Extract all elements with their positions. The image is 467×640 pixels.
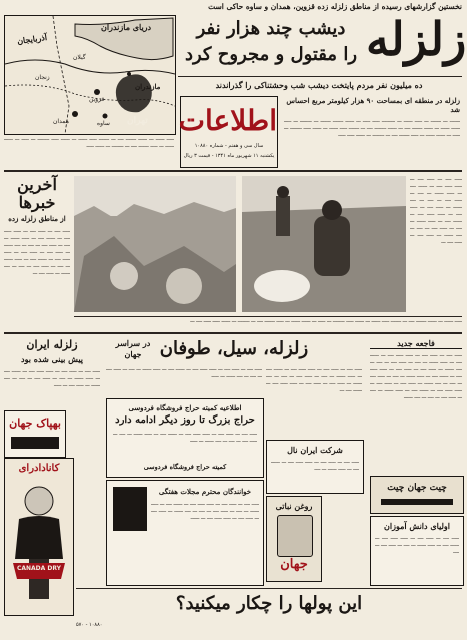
mid-headline-2: در سراسر جهان xyxy=(115,338,151,359)
map-label-tehran: تهران xyxy=(127,116,148,126)
announcement-box xyxy=(106,398,264,478)
magazine-ad-body: ـــــ ــــ ـــ ـــــ ــــ ـــ ـــــ ـــــ ــــ ـــ ــــــ ــــ ـــ ـــــ ــــــ ـــ ــــ ـــ ـــــ ــــ ـــ ــــ ـــ ــــ ــــــ ـــ ـــــ ــــ ـــ ـــــ ــــ ـــ ـــــ ـــــ ــــ ـــ ــــــ xyxy=(151,501,259,521)
students-title: اولیای دانش آموزان xyxy=(383,521,451,531)
mid-body-right: ـــــ ــــ ـــ ـــــ ــــ ـــ ـــــ ـــــ ــــ ـــ ــــــ ــــ ـــ ـــــ ــــــ ـــ ــــ ـــ ـــــ ــــ ـــ ــــ ـــ ــــ ــــــ ـــ ـــــ ــــ ـــ ـــــ ــــ ـــ ـــــ ـــــ ــــ ـــ ــــــ ــــ ـــ xyxy=(266,366,362,393)
tragedy-body: ـــــ ــــ ـــ ـــــ ــــ ـــ ـــــ ـــــ ــــ ـــ ــــــ ــــ ـــ ـــــ ــــــ ـــ ــــ ـــ ـــــ ــــ ـــ ــــ ـــ ــــ ــــــ ـــ ـــــ ــــ ـــ ـــــ ــــ ـــ ـــــ ـــــ ــــ ـــ ــــــ ــــ ـــ ـــــ ــــــ ـــ ــــ ـــ ـــــ ــــ ـــ ــــ ـــ ــــ ــــــ ـــ ـــــ ــــ ـــ ـــــ ــــ ـــ ـــــ ـــــ ــــ ـــ ــــــ ــــ ـــ ـــــ ــــــ ـــ ــــ ـــ ـــــ ــــ ـــ ــــ ـــ ــــ ــــــ xyxy=(370,352,462,400)
canada-dry-persian: کانادادرای xyxy=(18,463,60,474)
rowghan-label: روغن نباتی xyxy=(275,501,313,511)
jahan-brand-text: بهپاک جهان xyxy=(9,417,61,430)
announcement-title: اطلاعیه کمیته حراج فروشگاه فردوسی xyxy=(128,403,242,412)
iran-nal-body: ـــــ ــــ ـــ ـــــ ــــ ـــ ـــــ ـــــ ــــ ـــ ــــــ ــــ ـــ ـــــ ــــــ ـــ ــــ xyxy=(271,459,359,472)
map-label-caspian: دریای مازندران xyxy=(101,22,152,32)
mid-body-left: ـــــ ــــ ـــ ـــــ ــــ ـــ ـــــ ـــــ ــــ ـــ ــــــ ــــ ـــ ـــــ ــــــ ـــ ــــ ـــ ـــــ ــــ ـــ ــــ ـــ ــــ ــــــ ـــ ـــــ xyxy=(106,366,262,379)
jahan-brand-ad xyxy=(4,410,66,458)
quake-iran-body: ـــــ ــــ ـــ ـــــ ــــ ـــ ـــــ ـــــ ــــ ـــ ــــــ ــــ ـــ ـــــ ــــــ ـــ ــــ ـــ ـــــ ــــ ـــ ــــ ـــ ــــ ــــــ ـــ ـــــ ــــ ـــ ـــــ xyxy=(4,368,100,388)
magazine-ad xyxy=(106,480,264,586)
masthead-date: یکشنبه ۱۱ شهریور ماه ۱۳۴۱ - قیمت ۳ ریال xyxy=(183,153,275,159)
masthead-box xyxy=(180,96,278,168)
announcement-body: ـــــ ــــ ـــ ـــــ ــــ ـــ ـــــ ـــــ ــــ ـــ ــــــ ــــ ـــ ـــــ ــــــ ـــ ــــ ـــ ـــــ ــــ ـــ ــــ ـــ ــــ ــــــ ـــ ـــــ xyxy=(113,431,257,444)
earthquake-map xyxy=(4,15,176,135)
map-label-mazandaran: مازندران xyxy=(135,82,161,91)
announcement-sub: حراج بزرگ تا روز دیگر ادامه دارد xyxy=(115,415,255,426)
photo-side-text: ـــــ ــــ ـــ ـــــ ــــ ـــ ـــــ ـــــ ــــ ـــ ــــــ ــــ ـــ ـــــ ــــــ ـــ ــــ ـــ ـــــ ــــ ـــ ــــ ـــ ــــ ــــــ ـــ ـــــ ــــ ـــ ـــــ ــــ ـــ ـــــ ـــــ ــــ ـــ ــــــ ــــ ـــ ـــــ ــــــ ـــ ــــ ـــ ـــــ ــــ ـــ ــــ ـــ ــــ ــــــ ـــ ـــــ ــــ ـــ ـــــ ــــ ـــ xyxy=(410,176,462,245)
victims-photo xyxy=(242,176,406,312)
map-label-qazvin: قزوین xyxy=(89,96,105,103)
quake-iran-sub: پیش بینی شده بود xyxy=(21,354,83,364)
masthead-info: سال سی و هفتم - شماره ۱۰۸۸۰ xyxy=(194,143,264,149)
bottom-headline: این پولها را چکار میکنید؟ xyxy=(175,593,363,614)
rubble-photo-graphic xyxy=(74,176,236,312)
latest-news-title: آخرین خبرها xyxy=(17,175,57,212)
chit-title: چیت جهان چیت xyxy=(387,483,447,493)
map-caption: ـــــ ــــــ ـــ ــــــ ـــــــ ــــ ـــ ـــــــ ـــــ ــــــ ـــ ــــــ ـــــ ــــــــ ـــ ـــــ ـــ ــــــ ــــــ ـــ ـــــ ـــــــ ــــ ـــ ــــــــ ـــ ــــــ ـــــ xyxy=(4,136,174,149)
iran-nal-label: شرکت ایران نال xyxy=(287,445,343,455)
victims-photo-graphic xyxy=(242,176,406,312)
latest-news-body: ـــــ ــــ ـــ ـــــ ــــ ـــ ـــــ ـــــ ــــ ـــ ــــــ ــــ ـــ ـــــ ــــــ ـــ ــــ ـــ ـــــ ــــ ـــ ــــ ـــ ــــ ــــــ ـــ ـــــ ــــ ـــ ـــــ ــــ ـــ ـــــ ـــــ ــــ ـــ ــــــ ــــ ـــ ـــــ ــــــ ـــ ــــ ـــ ـــــ ــــ ـــ ــــ ـــ ــــ ــــــ ـــ ـــــ ــــ ـــ xyxy=(4,228,70,276)
lead-body: ـــــــ ـــ ـــــــ ـــ ـــــ ــــــ ـــ ـــــــــ ـــــ ـــــ ـــ ــــــ ـــــــ ـــــــ ـــ ــــــــ ـــ ـــــ ــــــ ــــــ ـــ ــــــ ـــــــ ــــ ـــ ــــــ ــــــــ ــــ ـــ ـــــــ ـــــ ــــــ ـــ ــــــ ـــــ ــــــــ ـــ ـــــ ـــ ــــــ ــــــ ـــ ـــــ ـــــــ ــــ ـــ ــــــــ ـــ ــــــ ـــــ ـــــ xyxy=(284,118,460,138)
map-label-saveh: ساوه xyxy=(97,120,110,127)
iran-nal-ad xyxy=(266,440,364,494)
magazine-ad-title: خوانندگان محترم مجلات هفتگی xyxy=(158,487,252,496)
rowghan-ad xyxy=(266,496,322,582)
canada-dry-ad xyxy=(4,458,74,616)
students-ad xyxy=(370,516,464,586)
sub-headline: ده میلیون نفر مردم پایتخت دیشب شب وحشتناکی را گذراندند xyxy=(215,80,423,90)
canada-dry-graphic xyxy=(5,479,73,609)
map-label-azerbaijan: آذربایجان xyxy=(16,31,48,47)
photo-caption: ـــــ ــــــ ـــ ــــــ ـــــــ ــــ ـــ ـــــــ ـــــ ــــــ ـــ ــــــ ـــــ ــــــــ ـــ ـــــ ـــ ــــــ ــــــ ـــ ـــــ ـــــــ ــــ ـــ ــــــــ ـــ ــــــ ـــــ ـــــ ــــ ـــ xyxy=(190,318,462,324)
footer-page: ۱۰۸۸۰ - ۵۷۰ xyxy=(76,622,103,628)
announcement-sign: کمیته حراج فروشگاه فردوسی xyxy=(143,463,227,471)
jahan-label: جهان xyxy=(280,557,308,572)
lead-text: زلزله در منطقه ای بمساحت ۹۰ هزار کیلومتر مربع احساس شد xyxy=(286,96,460,114)
map-label-gilan: گیلان xyxy=(73,54,86,61)
tragedy-title: فاجعه جدید xyxy=(370,338,462,349)
mid-headline-1: زلزله، سیل، طوفان xyxy=(159,338,309,359)
headline-big: زلزله xyxy=(366,12,467,66)
latest-news-sub: از مناطق زلزله زده xyxy=(8,214,66,223)
rubble-photo xyxy=(74,176,236,312)
students-body: ـــــ ــــ ـــ ـــــ ــــ ـــ ـــــ ـــــ ــــ ـــ ــــــ ــــ ـــ ـــــ ــــــ ـــ ــــ ـــ ـــــ ــــ ـــ ــــ xyxy=(375,535,459,555)
map-label-zanjan: زنجان xyxy=(35,74,50,81)
top-line: نخستین گزارشهای رسیده از مناطق زلزله زده قزوین، همدان و ساوه حاکی است xyxy=(208,2,462,11)
quake-iran-title: زلزله ایران xyxy=(26,338,78,351)
headline-line-1: دیشب چند هزار نفر xyxy=(196,18,346,39)
headline-line-2: را مقتول و مجروح کرد xyxy=(184,44,358,65)
map-label-hamadan: همدان xyxy=(53,118,69,125)
masthead-title: اطلاعات xyxy=(178,104,277,137)
chit-ad xyxy=(370,476,464,514)
canada-dry-logo: CANADA DRY xyxy=(16,565,62,572)
